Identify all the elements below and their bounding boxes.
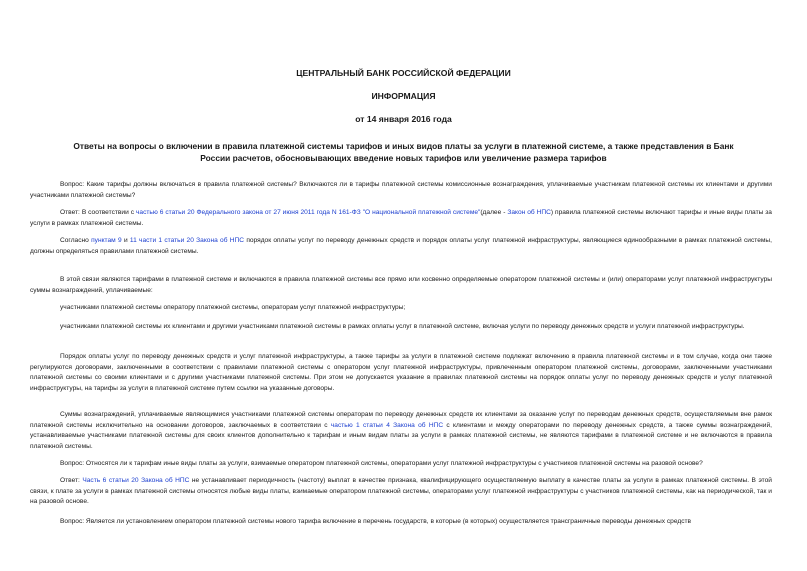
law-161-fz-link[interactable]: частью 6 статьи 20 Федерального закона от 27 июня 2011 года N 161-ФЗ "О национальной платежной системе": [135, 209, 481, 216]
article-20-part-6-link[interactable]: Часть 6 статьи 20 Закона об НПС: [82, 477, 190, 484]
answer-1-text-c: ) правила платежной системы включают тарифы и иные виды платы за услуги в рамках платежной системы.: [30, 209, 772, 227]
p3-text-a: Согласно: [60, 237, 92, 244]
org-heading: ЦЕНТРАЛЬНЫЙ БАНК РОССИЙСКОЙ ФЕДЕРАЦИИ: [296, 68, 511, 78]
doc-date: от 14 января 2016 года: [355, 114, 452, 124]
answer-1-paragraph-2: [30, 236, 772, 257]
answer-1-text-b: (далее -: [480, 209, 508, 216]
answer-1-list-item-1: участниками платежной системы оператору платежной системы, операторам услуг платежной инфраструктуры;: [60, 304, 406, 311]
law-nps-link[interactable]: Закон об НПС: [507, 209, 551, 216]
question-1: Вопрос: Какие тарифы должны включаться в правила платежной системы? Включаются ли в тарифы платежной системы комиссионные вознаграждения, уплачиваемые участникам платежной системы их клиентами и другими участниками платежной системы?: [30, 181, 772, 199]
answer-1-paragraph-4: Порядок оплаты услуг по переводу денежных средств и услуг платежной инфраструктуры, а также тарифы за услуги в платежной системе подлежат включению в правила платежной системы и в том случае, когда они также регулируются договорами, заключенными в соответствии с правилами платежной системы с оператором услуг платежной инфраструктуры, привлеченным оператором платежной системы, договорами, заключенными участниками платежной системы со своими клиентами и с другими участниками платежной системы. При этом не допускается указание в правилах платежной системы на порядок оплаты услуг по переводу денежных средств и услуг платежной инфраструктуры, на тарифы за услуги в платежной системе путем ссылки на указанные договоры.: [30, 353, 772, 392]
doc-type-heading: ИНФОРМАЦИЯ: [371, 91, 436, 101]
p10-text-a: Ответ:: [60, 477, 83, 484]
question-2: Вопрос: Относятся ли к тарифам иные виды платы за услуги, взимаемые оператором платежной системы, операторами услуг платежной инфраструктуры с участников платежной системы на разовой основе?: [60, 460, 703, 467]
answer-1-paragraph-5: [30, 410, 772, 452]
article-4-link[interactable]: частью 1 статьи 4 Закона об НПС: [330, 421, 444, 429]
p8-text-b: с клиентами и между операторами по переводу денежных средств, а также суммы вознаграждений, устанавливаемые участниками платежной системы для своих клиентов дополнительно к тарифам и иным видам платы за услуги в рамках платежной системы, не являются тарифами в платежной системе и не включаются в правила платежной системы.: [30, 421, 772, 450]
item-9-link[interactable]: пунктам 9: [91, 237, 122, 244]
answer-1-text-a: Ответ: В соответствии с: [60, 209, 136, 216]
question-3: Вопрос: Является ли установлением оператором платежной системы нового тарифа включение в перечень государств, в которые (в которых) осуществляется трансграничные переводы денежных средств: [60, 518, 692, 525]
p3-text-c: порядок оплаты услуг по переводу денежных средств и порядок оплаты услуг платежной инфраструктуры, являющиеся единообразными в рамках платежной системы, должны определяться правилами платежной системы.: [30, 237, 772, 255]
answer-2: [30, 476, 772, 508]
item-11-link[interactable]: 11 части 1 статьи 20 Закона об НПС: [129, 237, 245, 244]
answer-1-paragraph-3: В этой связи являются тарифами в платежной системе и включаются в правила платежной системы все прямо или косвенно определяемые оператором платежной системы и (или) операторами услуг платежной инфраструктуры суммы вознаграждений, уплачиваемые:: [30, 276, 772, 294]
p10-text-b: не устанавливает периодичность (частоту) выплат в качестве признака, квалифицирующего осуществляемую выплату в качестве платы за услуги в рамках платежной системы. В этой связи, к плате за услуги в рамках платежной системы относятся любые виды платы, взимаемые оператором платежной системы, операторами услуг платежной инфраструктуры с участников платежной системы, как на периодической, так и на разовой основе.: [30, 477, 772, 505]
document-title: Ответы на вопросы о включении в правила платежной системы тарифов и иных видов платы за услуги в платежной системе, а также представления в Банк России расчетов, обосновывающих введение новых тарифов или увеличение размера тарифов: [73, 141, 734, 163]
answer-1-list-item-2: участниками платежной системы их клиентами и другими участниками платежной системы в рамках оплаты услуг в платежной системе, включая услуги по переводу денежных средств и услуги платежной инфраструктуры.: [60, 323, 745, 330]
p3-text-b: и: [121, 237, 130, 244]
answer-1: [30, 208, 772, 229]
p8-text-a: Суммы вознаграждений, уплачиваемые являющимися участниками платежной системы операторам по переводу денежных средств их клиентами за оказание услуг по переводам денежных средств, осуществляемым вне рамок платежной системы исключительно на основании договоров, заключаемых в соответствии с: [30, 411, 772, 429]
